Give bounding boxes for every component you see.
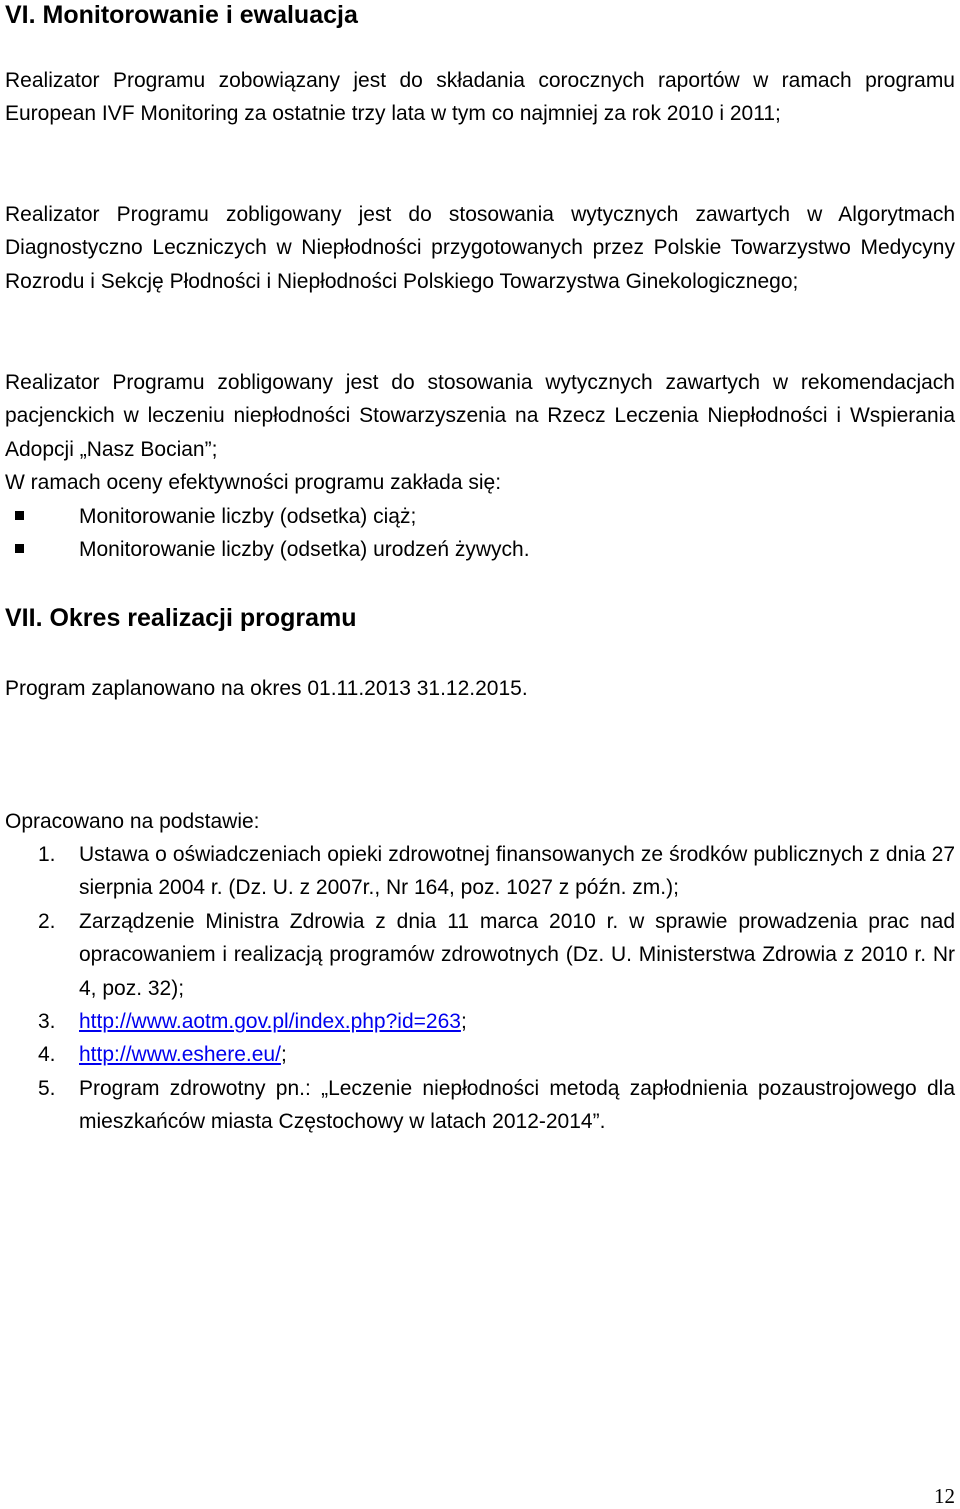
bullet-text: Monitorowanie liczby (odsetka) ciąż; — [79, 505, 417, 528]
list-number: 4. — [38, 1043, 56, 1067]
source-text: Zarządzenie Ministra Zdrowia z dnia 11 marca 2010 r. w sprawie prowadzenia prac nad opracowaniem i realizacją programów zdrowotnych (Dz. U. Ministerstwa Zdrowia z 2010 r. Nr 4, poz. 32); — [79, 909, 955, 1000]
page-number: 12 — [934, 1484, 955, 1508]
list-number: 2. — [38, 909, 56, 933]
square-bullet-icon — [15, 544, 24, 553]
paragraph-recommendations: Realizator Programu zobligowany jest do stosowania wytycznych zawartych w rekomendacjach pacjenckich w leczeniu niepłodności Stowarzyszenia na Rzecz Leczenia Niepłodności i Wspierania Adopcji „Nasz Bocian”; — [5, 371, 955, 461]
evaluation-bullet-list — [5, 500, 530, 567]
source-suffix: ; — [460, 1010, 467, 1034]
list-number: 1. — [38, 843, 56, 866]
source-text: Program zdrowotny pn.: „Leczenie niepłodności metodą zapłodnienia pozaustrojowego dla mieszkańców miasta Częstochowy w latach 2012-2014”. — [79, 1076, 955, 1134]
paragraph-algorithms: Realizator Programu zobligowany jest do stosowania wytycznych zawartych w Algorytmach Diagnostyczno Leczniczych w Niepłodności przygotowanych przez Polskie Towarzystwo Medycyny Rozrodu i Sekcję Płodności i Niepłodności Polskiego Towarzystwa Ginekologicznego; — [5, 203, 955, 293]
aotm-link[interactable]: http://www.aotm.gov.pl/index.php?id=263 — [79, 1010, 461, 1034]
list-item — [5, 1072, 955, 1139]
list-number: 3. — [38, 1010, 56, 1034]
list-number: 5. — [38, 1076, 56, 1100]
source-suffix: ; — [280, 1043, 287, 1067]
list-item — [5, 838, 955, 905]
paragraph-period: Program zaplanowano na okres 01.11.2013 31.12.2015. — [5, 677, 528, 700]
list-item — [5, 1005, 955, 1038]
paragraph-evaluation-intro: W ramach oceny efektywności programu zakłada się: — [5, 471, 502, 494]
list-item — [5, 905, 955, 1005]
bullet-text: Monitorowanie liczby (odsetka) urodzeń żywych. — [79, 538, 530, 562]
list-item — [5, 533, 530, 566]
square-bullet-icon — [15, 511, 24, 520]
list-item — [5, 1038, 955, 1071]
source-text: Ustawa o oświadczeniach opieki zdrowotnej finansowanych ze środków publicznych z dnia 27 sierpnia 2004 r. (Dz. U. z 2007r., Nr 164, poz. 1027 z późn. zm.); — [79, 843, 955, 900]
paragraph-reporting: Realizator Programu zobowiązany jest do składania corocznych raportów w ramach programu European IVF Monitoring za ostatnie trzy lata w tym co najmniej za rok 2010 i 2011; — [5, 69, 955, 126]
section-heading-period: VII. Okres realizacji programu — [5, 604, 357, 632]
section-heading-monitoring: VI. Monitorowanie i ewaluacja — [5, 1, 358, 29]
eshre-link[interactable]: http://www.eshere.eu/ — [79, 1043, 281, 1067]
sources-label: Opracowano na podstawie: — [5, 810, 260, 833]
sources-list — [5, 838, 955, 1139]
list-item — [5, 500, 530, 533]
